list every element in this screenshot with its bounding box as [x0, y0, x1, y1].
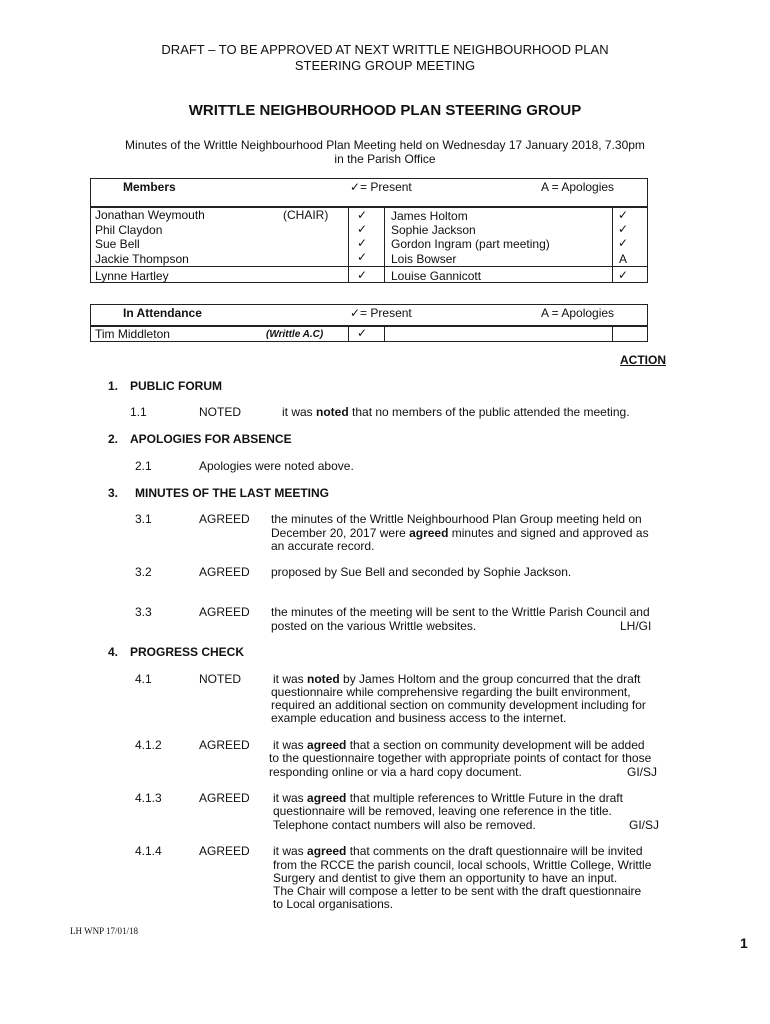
item-text-line: questionnaire will be removed, leaving one reference in the title. — [273, 804, 612, 818]
item-text-line: Telephone contact numbers will also be removed. — [273, 818, 536, 832]
section-title-apologies: APOLOGIES FOR ABSENCE — [130, 432, 292, 446]
item-text-line: an accurate record. — [271, 539, 375, 553]
item-status: AGREED — [199, 738, 250, 752]
member-attendance-mark: ✓ — [357, 250, 368, 264]
members-present-legend: ✓= Present — [350, 180, 412, 194]
item-text-line: to the questionnaire together with appropriate points of contact for those — [269, 751, 652, 765]
attendance-apologies-legend: A = Apologies — [541, 306, 615, 320]
item-number: 4.1.2 — [135, 738, 162, 752]
meeting-subtitle-line-2: in the Parish Office — [334, 152, 436, 166]
member-name: Phil Claydon — [95, 223, 163, 237]
item-text-line: from the RCCE the parish council, local schools, Writtle College, Writtle — [273, 858, 652, 872]
member-attendance-mark: ✓ — [618, 236, 629, 250]
item-text-line: it was noted by James Holtom and the group concurred that the draft — [273, 672, 641, 686]
item-text-line: to Local organisations. — [273, 897, 394, 911]
member-name: Lynne Hartley — [95, 269, 169, 283]
item-number: 1.1 — [130, 405, 147, 419]
attendance-present-legend: ✓= Present — [350, 306, 412, 320]
member-attendance-mark: ✓ — [618, 222, 629, 236]
page-number: 1 — [740, 935, 748, 951]
item-text-line: December 20, 2017 were agreed minutes and signed and approved as — [271, 526, 649, 540]
item-status: NOTED — [199, 672, 241, 686]
attendance-body — [90, 326, 648, 342]
item-text: Apologies were noted above. — [199, 459, 354, 473]
section-number: 4. — [108, 645, 119, 659]
section-title-public-forum: PUBLIC FORUM — [130, 379, 222, 393]
item-text-line: questionnaire while comprehensive regarding the built environment, — [271, 685, 631, 699]
member-name: Louise Gannicott — [391, 269, 482, 283]
item-number: 3.3 — [135, 605, 152, 619]
member-name: Gordon Ingram (part meeting) — [391, 237, 550, 251]
item-text: proposed by Sue Bell and seconded by Sophie Jackson. — [271, 565, 572, 579]
item-action-owner: GI/SJ — [627, 765, 658, 779]
member-role: (CHAIR) — [283, 208, 329, 222]
members-apologies-legend: A = Apologies — [541, 180, 615, 194]
item-status: AGREED — [199, 844, 250, 858]
item-text-line: Surgery and dentist to give them an opportunity to have an input. — [273, 871, 618, 885]
member-attendance-mark: ✓ — [618, 208, 629, 222]
section-number: 1. — [108, 379, 119, 393]
item-number: 4.1.3 — [135, 791, 162, 805]
section-number: 2. — [108, 432, 119, 446]
member-attendance-mark: ✓ — [357, 268, 368, 282]
attendee-name: Tim Middleton — [95, 327, 170, 341]
item-text-line: posted on the various Writtle websites. — [271, 619, 477, 633]
member-attendance-mark: ✓ — [618, 268, 629, 282]
meeting-subtitle-line-1: Minutes of the Writtle Neighbourhood Plan Meeting held on Wednesday 17 January 2018, 7.30pm — [125, 138, 645, 152]
item-status: AGREED — [199, 791, 250, 805]
member-attendance-mark: ✓ — [357, 208, 368, 222]
document-title: WRITTLE NEIGHBOURHOOD PLAN STEERING GROUP — [188, 102, 582, 119]
member-attendance-mark: ✓ — [357, 236, 368, 250]
item-text-line: example education and business access to the internet. — [271, 711, 567, 725]
item-action-owner: LH/GI — [620, 619, 652, 633]
item-text-line: the minutes of the meeting will be sent to the Writtle Parish Council and — [271, 605, 650, 619]
item-text: it was noted that no members of the public attended the meeting. — [282, 405, 630, 419]
item-text-line: it was agreed that multiple references to Writtle Future in the draft — [273, 791, 623, 805]
item-text-line: it was agreed that a section on community development will be added — [273, 738, 645, 752]
member-name: Sophie Jackson — [391, 223, 476, 237]
member-attendance-mark: ✓ — [357, 222, 368, 236]
footer-reference: LH WNP 17/01/18 — [70, 926, 139, 936]
item-status: AGREED — [199, 605, 250, 619]
member-attendance-mark: A — [619, 252, 628, 266]
item-text-line: responding online or via a hard copy document. — [269, 765, 522, 779]
section-title-minutes: MINUTES OF THE LAST MEETING — [135, 486, 329, 500]
item-text-line: The Chair will compose a letter to be sent with the draft questionnaire — [273, 884, 642, 898]
section-number: 3. — [108, 486, 119, 500]
member-name: Jonathan Weymouth — [95, 208, 205, 222]
action-column-heading: ACTION — [620, 353, 666, 367]
members-heading: Members — [123, 180, 176, 194]
item-status: AGREED — [199, 512, 250, 526]
draft-notice-line-1: DRAFT – TO BE APPROVED AT NEXT WRITTLE NEIGHBOURHOOD PLAN — [161, 42, 609, 57]
item-number: 3.1 — [135, 512, 152, 526]
item-number: 4.1.4 — [135, 844, 162, 858]
section-title-progress-check: PROGRESS CHECK — [130, 645, 245, 659]
member-name: Sue Bell — [95, 237, 140, 251]
item-status: AGREED — [199, 565, 250, 579]
item-status: NOTED — [199, 405, 241, 419]
item-action-owner: GI/SJ — [629, 818, 660, 832]
item-number: 3.2 — [135, 565, 152, 579]
item-text-line: it was agreed that comments on the draft questionnaire will be invited — [273, 844, 643, 858]
item-number: 2.1 — [135, 459, 152, 473]
member-name: James Holtom — [391, 209, 468, 223]
member-name: Lois Bowser — [391, 252, 457, 266]
item-text-line: the minutes of the Writtle Neighbourhood Plan Group meeting held on — [271, 512, 642, 526]
item-text-line: required an additional section on community development including for — [271, 698, 646, 712]
item-number: 4.1 — [135, 672, 152, 686]
attendee-attendance-mark: ✓ — [357, 326, 368, 340]
draft-notice-line-2: STEERING GROUP MEETING — [294, 58, 476, 73]
attendee-role: (Writtle A.C) — [266, 329, 324, 340]
attendance-heading: In Attendance — [123, 306, 202, 320]
member-name: Jackie Thompson — [95, 252, 189, 266]
